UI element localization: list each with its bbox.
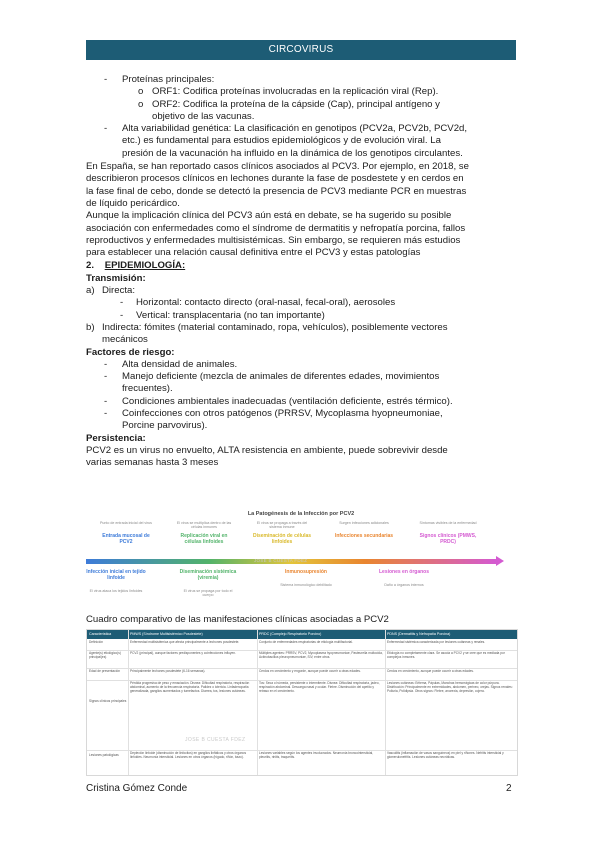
table-cell: Enfermedad sistémica caracterizada por lesiones cutáneas y renales.: [387, 640, 486, 644]
step-label: Replicación viral en células linfoides: [180, 533, 228, 545]
pathogenesis-infographic: [86, 511, 516, 606]
list-item: - Alta variabilidad genética: La clasificación en genotipos (PCV2a, PCV2b, PCV2d,: [104, 123, 468, 135]
step-note: Síntomas visibles de la enfermedad: [419, 521, 477, 525]
table-header-cell: PRDC (Complejo Respiratorio Porcino): [259, 632, 322, 636]
table-cell: PCV2 (principal), aunque factores predisponentes y coinfecciones influyen.: [130, 651, 236, 655]
step-label: Diseminación de células linfoides: [252, 533, 312, 545]
subheading-persistencia: Persistencia:: [86, 432, 146, 444]
step-note: Sistema inmunológico debilitado: [280, 583, 332, 587]
list-item-continuation: frecuentes).: [122, 383, 173, 395]
list-item: o ORF2: Codifica la proteína de la cápside (Cap), principal antígeno y: [138, 98, 440, 110]
page-header-bar: [86, 40, 516, 60]
list-item-continuation: objetivo de las vacunas.: [152, 110, 255, 122]
subheading-factores: Factores de riesgo:: [86, 346, 175, 358]
table-cell: Lesiones cutáneas: Eritema, Pápulas, Manchas hemorrágicas de color púrpura. Distribución: Principalmente en extremidades, abdomen, perineo, orejas. Signos renales: Poliuria, Polidipsia. Otros signos: Fiebre, anorexia, depresión, cojera.: [387, 681, 513, 693]
step-label: Inmunosupresión: [285, 569, 327, 575]
page-number: 2: [506, 783, 512, 794]
table-cell: Principalmente lechones posdestete (6-16 semanas).: [130, 669, 206, 673]
table-row-label: Edad de presentación: [89, 669, 121, 673]
table-title: Cuadro comparativo de las manifestaciones clínicas asociadas a PCV2: [86, 614, 389, 625]
footer-author: Cristina Gómez Conde: [86, 783, 188, 794]
table-cell: Etiología no completamente clara. Se asocia a PCV2 y se cree que es mediada por complejos inmunes.: [387, 651, 505, 659]
step-label: Infecciones secundarias: [334, 533, 394, 539]
table-cell: Lesiones variables según los agentes involucrados. Neumonía broncointersticial, pleuritis, rinitis, traqueítis.: [259, 751, 374, 759]
table-cell: Pérdida progresiva de peso y emaciación. Disnea: Dificultad respiratoria, respiración abdominal, aumento de la frecuencia respiratoria. Palidez o ictericia. Linfadenopatía generalizada, ganglios aumentados y tumefactos. Diarrea, tos, lesiones cutáneas.: [130, 681, 250, 693]
list-item-continuation: etc.) es fundamental para estudios epidemiológicos y de evolución viral. La: [122, 135, 441, 147]
list-item: - Coinfecciones con otros patógenos (PRRSV, Mycoplasma hyopneumoniae,: [104, 408, 443, 420]
table-header-cell: Característica: [89, 632, 112, 636]
paragraph-debate: Aunque la implicación clínica del PCV3 aún está en debate, se ha sugerido su posible asociación con enfermedades como el síndrome de dermatitis y nefropatía porcina, fallos reproductivos y enfermedades multisistémicas. Sin embargo, se requieren más estudios para establecer una relación causal definitiva entre el PCV3 y estas patologías: [86, 210, 466, 259]
table-cell: Cerdos en crecimiento, aunque puede ocurrir a otras edades.: [387, 669, 474, 673]
list-item: b) Indirecta: fómites (material contaminado, ropa, vehículos), posiblemente vectores: [86, 321, 448, 333]
step-label: Signos clínicos (PMWS, PRDC): [419, 533, 477, 545]
step-note: Punto de entrada inicial del virus: [100, 521, 152, 525]
step-label: Entrada mucosal de PCV2: [102, 533, 150, 545]
step-label: Lesiones en órganos: [378, 569, 429, 575]
table-row-label: Lesiones patológicas: [89, 753, 119, 757]
arrow-head-icon: [496, 556, 504, 566]
table-cell: Vasculitis (inflamación de vasos sanguíneos) en piel y riñones. Nefritis intersticial y glomerulonefritis. Lesiones cutáneas necróticas.: [387, 751, 504, 759]
list-item-continuation: Porcine parvovirus).: [122, 420, 208, 432]
table-cell: Depleción linfoide (disminución de linfocitos) en ganglios linfáticos y otros órganos linfoides. Neumonía intersticial. Lesiones en otros órganos (hígado, riñón, bazo).: [130, 751, 247, 759]
step-note: El virus ataca los tejidos linfoides: [89, 589, 143, 593]
table-cell: Cerdos en crecimiento y engorde, aunque puede ocurrir a otras edades.: [259, 669, 361, 673]
table-header-cell: PDNS (Dermatitis y Nefropatía Porcina): [387, 632, 451, 636]
watermark: JOSE B CUESTA FDEZ: [254, 558, 308, 563]
table-row-label: Definición: [89, 640, 103, 644]
comparison-table: [86, 629, 518, 776]
infographic-title: La Patogénesis de la Infección por PCV2: [247, 511, 355, 517]
section-heading: 2. EPIDEMIOLOGÍA:: [86, 260, 186, 272]
list-item: - Manejo deficiente (mezcla de animales de diferentes edades, movimientos: [104, 371, 440, 383]
table-cell: Múltiples agentes: PRRSV, PCV2, Mycoplasma hyopneumoniae, Pasteurella multocida, Actinobacillus pleuropneumoniae, SIV, entre otros.: [259, 651, 383, 659]
list-item-continuation: presión de la vacunación ha influido en la dinámica de los genotipos circulantes.: [122, 147, 463, 159]
subheading-transmision: Transmisión:: [86, 272, 146, 284]
list-item: - Alta densidad de animales.: [104, 358, 238, 370]
step-note: El virus se multiplica dentro de las células inmunes: [176, 521, 232, 530]
list-item: o ORF1: Codifica proteínas involucradas en la replicación viral (Rep).: [138, 86, 439, 98]
step-label: Diseminación sistémica (viremia): [179, 569, 237, 581]
step-label: Infección inicial en tejido linfoide: [86, 569, 146, 581]
table-row-label: Signos clínicos principales: [89, 699, 127, 703]
table-header: [87, 630, 517, 639]
document-body: [86, 74, 516, 470]
paragraph-persistencia: PCV2 es un virus no envuelto, ALTA resistencia en ambiente, puede sobrevivir desde varias semanas hasta 3 meses: [86, 444, 448, 469]
step-note: Daño a órganos internos: [384, 583, 424, 587]
page-header-title: CIRCOVIRUS: [268, 44, 334, 55]
list-item: - Horizontal: contacto directo (oral-nasal, fecal-oral), aerosoles: [120, 297, 396, 309]
step-note: El virus se propaga por todo el cuerpo: [183, 589, 233, 598]
table-cell: Tos: Seca o húmeda, persistente o intermitente. Disnea: Dificultad respiratoria, jadeo, respiración abdominal. Descarga nasal y ocular. Fiebre. Disminución del apetito y retraso en el crecimiento.: [259, 681, 380, 693]
step-note: El virus se propaga a través del sistema inmune: [256, 521, 308, 530]
watermark: JOSE B CUESTA FDEZ: [185, 737, 246, 743]
table-row-label: Agente(s) etiológico(s) principal(es): [89, 651, 121, 659]
table-cell: Conjunto de enfermedades respiratorias de etiología multifactorial.: [259, 640, 353, 644]
list-item: a) Directa:: [86, 285, 136, 297]
list-item: - Vertical: transplacentaria (no tan importante): [120, 309, 325, 321]
step-note: Surgen infecciones adicionales: [339, 521, 389, 525]
list-item: - Proteínas principales:: [104, 74, 215, 85]
list-item-continuation: mecánicos: [102, 334, 148, 346]
list-item: - Condiciones ambientales inadecuadas (ventilación deficiente, estrés térmico).: [104, 395, 453, 407]
table-header-cell: PMWS (Síndrome Multisistémico Posdestete): [130, 632, 203, 636]
table-cell: Enfermedad multisistémica que afecta principalmente a lechones posdestete.: [130, 640, 240, 644]
paragraph-spain: En España, se han reportado casos clínicos asociados al PCV3. Por ejemplo, en 2018, se describieron procesos clínicos en lechones durante la fase de posdestete y en cerdos en la fase final de cebo, donde se detectó la presencia de PCV3 mediante PCR en muestras de líquido pericárdico.: [86, 161, 469, 209]
